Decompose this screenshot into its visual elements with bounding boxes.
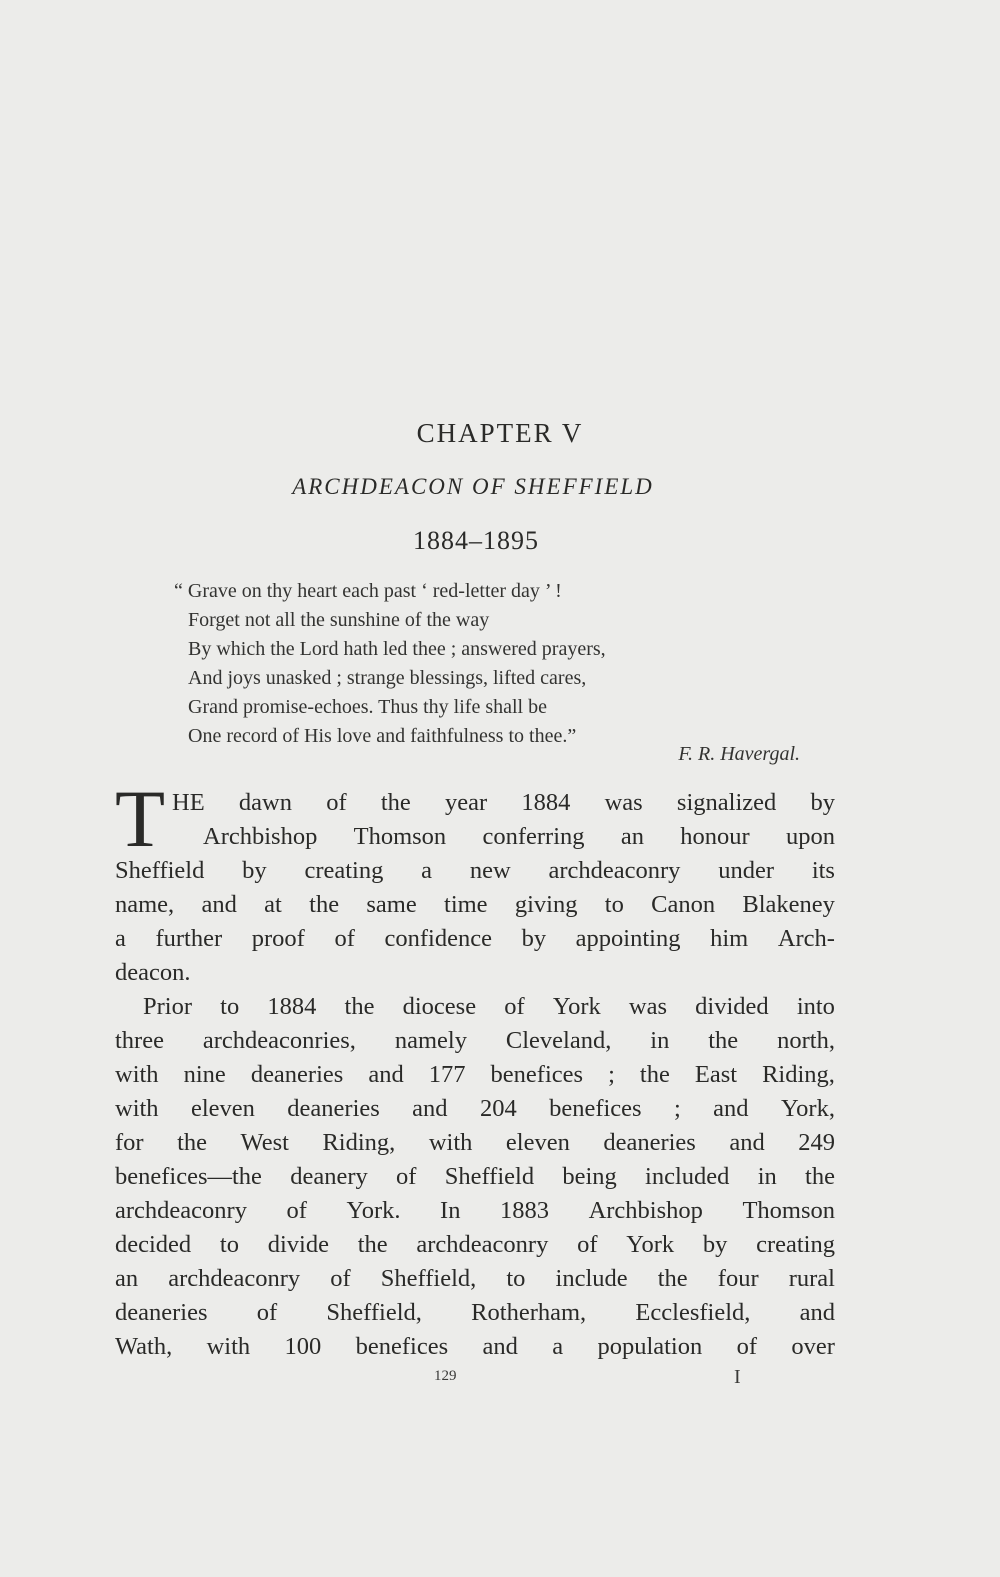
word: the xyxy=(805,1163,835,1190)
word: its xyxy=(811,857,835,884)
word: Archbishop xyxy=(203,823,318,850)
word: eleven xyxy=(505,1129,570,1156)
word: a xyxy=(115,925,126,952)
word: and xyxy=(799,1299,835,1326)
word: upon xyxy=(785,823,835,850)
word: York. xyxy=(346,1197,401,1224)
word: and xyxy=(368,1061,404,1088)
word: deaneries xyxy=(603,1129,696,1156)
epigraph-line: And joys unasked ; strange blessings, lifted cares, xyxy=(188,667,587,689)
word: Archbishop xyxy=(588,1197,703,1224)
word: divided xyxy=(695,993,769,1020)
word: of xyxy=(396,1163,417,1190)
word: ; xyxy=(673,1095,681,1122)
word: archdeaconry xyxy=(115,1197,247,1224)
word: benefices xyxy=(549,1095,642,1122)
word: include xyxy=(555,1265,628,1292)
epigraph-author: F. R. Havergal. xyxy=(678,743,800,765)
word: with xyxy=(428,1129,473,1156)
word: included xyxy=(645,1163,730,1190)
word: to xyxy=(506,1265,526,1292)
word: the xyxy=(657,1265,688,1292)
word: benefices xyxy=(355,1333,449,1360)
word: to xyxy=(220,993,240,1020)
word: signalized xyxy=(676,789,777,816)
body-line xyxy=(115,922,835,956)
epigraph-line: By which the Lord hath led thee ; answered prayers, xyxy=(188,638,606,660)
word: a xyxy=(552,1333,564,1360)
word: rural xyxy=(788,1265,835,1292)
word: deacon. xyxy=(115,959,191,986)
word: archdeaconries, xyxy=(202,1027,356,1054)
word: the xyxy=(380,789,411,816)
word: Sheffield xyxy=(444,1163,535,1190)
word: year xyxy=(444,789,488,816)
word: divide xyxy=(267,1231,329,1258)
body-line xyxy=(115,1126,835,1160)
word: an xyxy=(115,1265,139,1292)
word: in xyxy=(757,1163,777,1190)
body-line xyxy=(115,1228,835,1262)
body-text xyxy=(115,820,835,1364)
word: to xyxy=(219,1231,239,1258)
word: further xyxy=(155,925,223,952)
word: ; xyxy=(608,1061,615,1088)
word: Thomson xyxy=(353,823,447,850)
body-line xyxy=(115,1058,835,1092)
body-line xyxy=(115,1092,835,1126)
word: benefices—the xyxy=(115,1163,262,1190)
body-line xyxy=(115,1262,835,1296)
word: same xyxy=(366,891,417,918)
body-line xyxy=(115,1330,835,1364)
word: creating xyxy=(304,857,384,884)
word: Thomson xyxy=(742,1197,835,1224)
word: of xyxy=(330,1265,351,1292)
word: 249 xyxy=(798,1129,835,1156)
word: into xyxy=(796,993,835,1020)
word: the xyxy=(639,1061,670,1088)
word: a xyxy=(421,857,433,884)
word: Wath, xyxy=(115,1333,173,1360)
word: an xyxy=(620,823,644,850)
word: archdeaconry xyxy=(416,1231,549,1258)
word: Arch- xyxy=(777,925,835,952)
word: the xyxy=(344,993,375,1020)
word: 204 xyxy=(479,1095,517,1122)
epigraph-line: “ Grave on thy heart each past ‘ red-letter day ’ ! xyxy=(174,580,562,602)
word: north, xyxy=(777,1027,835,1054)
word: Sheffield, xyxy=(380,1265,477,1292)
word: deaneries xyxy=(287,1095,380,1122)
word: by xyxy=(810,789,835,816)
word: 100 xyxy=(284,1333,322,1360)
word: Prior xyxy=(143,993,192,1020)
word: HE xyxy=(172,789,205,816)
word: proof xyxy=(251,925,305,952)
word: being xyxy=(562,1163,617,1190)
word: by xyxy=(702,1231,728,1258)
word: In xyxy=(440,1197,461,1224)
word: by xyxy=(242,857,267,884)
word: nine xyxy=(183,1061,226,1088)
word: of xyxy=(577,1231,598,1258)
word: with xyxy=(115,1095,159,1122)
word: confidence xyxy=(384,925,492,952)
word: was xyxy=(604,789,643,816)
word: East xyxy=(694,1061,738,1088)
word: of xyxy=(256,1299,278,1326)
word: benefices xyxy=(490,1061,584,1088)
body-line xyxy=(115,1160,835,1194)
body-line xyxy=(115,990,835,1024)
word: name, xyxy=(115,891,175,918)
chapter-heading: CHAPTER V xyxy=(416,418,584,448)
body-line xyxy=(115,956,835,990)
word: archdeaconry xyxy=(548,857,681,884)
drop-cap: T xyxy=(115,773,166,864)
word: over xyxy=(791,1333,835,1360)
word: in xyxy=(650,1027,670,1054)
word: West xyxy=(240,1129,289,1156)
epigraph-line: Grand promise-echoes. Thus thy life shall be xyxy=(188,696,547,718)
word: new xyxy=(469,857,511,884)
body-line xyxy=(115,1024,835,1058)
chapter-years: 1884–1895 xyxy=(413,526,539,555)
word: York xyxy=(626,1231,675,1258)
word: the xyxy=(309,891,340,918)
word: by xyxy=(521,925,547,952)
word: Rotherham, xyxy=(471,1299,587,1326)
epigraph-line: Forget not all the sunshine of the way xyxy=(188,609,490,631)
word: and xyxy=(482,1333,518,1360)
word: York, xyxy=(780,1095,835,1122)
body-first-line xyxy=(172,786,835,820)
word: him xyxy=(710,925,749,952)
epigraph-line: One record of His love and faithfulness to thee.” xyxy=(188,725,577,747)
word: Sheffield xyxy=(115,857,205,884)
body-line xyxy=(115,820,835,854)
word: four xyxy=(717,1265,759,1292)
word: was xyxy=(628,993,667,1020)
page-number: 129 xyxy=(434,1368,457,1384)
word: of xyxy=(286,1197,307,1224)
word: deanery xyxy=(290,1163,368,1190)
word: for xyxy=(115,1129,144,1156)
word: dawn xyxy=(238,789,292,816)
word: creating xyxy=(756,1231,835,1258)
word: appointing xyxy=(575,925,681,952)
word: Canon xyxy=(651,891,716,918)
word: three xyxy=(115,1027,164,1054)
word: diocese xyxy=(402,993,477,1020)
word: Riding, xyxy=(762,1061,835,1088)
word: giving xyxy=(514,891,578,918)
word: of xyxy=(504,993,525,1020)
word: deaneries xyxy=(115,1299,208,1326)
body-line xyxy=(115,1296,835,1330)
word: Sheffield, xyxy=(326,1299,422,1326)
word: to xyxy=(604,891,624,918)
word: decided xyxy=(115,1231,192,1258)
word: of xyxy=(736,1333,758,1360)
word: Ecclesfield, xyxy=(635,1299,751,1326)
word: 1884 xyxy=(521,789,571,816)
body-line xyxy=(115,854,835,888)
word: the xyxy=(708,1027,739,1054)
word: honour xyxy=(680,823,750,850)
word: 1883 xyxy=(500,1197,550,1224)
word: namely xyxy=(394,1027,467,1054)
word: deaneries xyxy=(250,1061,344,1088)
word: eleven xyxy=(190,1095,255,1122)
body-line xyxy=(115,1194,835,1228)
word: time xyxy=(444,891,488,918)
word: and xyxy=(201,891,237,918)
word: with xyxy=(206,1333,251,1360)
word: and xyxy=(713,1095,749,1122)
word: Blakeney xyxy=(742,891,835,918)
word: the xyxy=(357,1231,388,1258)
word: and xyxy=(729,1129,765,1156)
word: at xyxy=(264,891,282,918)
word: 1884 xyxy=(267,993,317,1020)
word: of xyxy=(334,925,355,952)
word: 177 xyxy=(428,1061,466,1088)
word: of xyxy=(326,789,347,816)
epigraph xyxy=(174,577,814,751)
word: and xyxy=(412,1095,448,1122)
word: the xyxy=(177,1129,208,1156)
word: population xyxy=(597,1333,703,1360)
body-line xyxy=(115,888,835,922)
word: with xyxy=(115,1061,159,1088)
signature-mark: I xyxy=(734,1366,741,1388)
word: under xyxy=(718,857,775,884)
chapter-subtitle: ARCHDEACON OF SHEFFIELD xyxy=(292,474,654,499)
word: York xyxy=(552,993,601,1020)
word: conferring xyxy=(482,823,585,850)
word: Cleveland, xyxy=(505,1027,612,1054)
word: Riding, xyxy=(322,1129,396,1156)
word: archdeaconry xyxy=(168,1265,301,1292)
